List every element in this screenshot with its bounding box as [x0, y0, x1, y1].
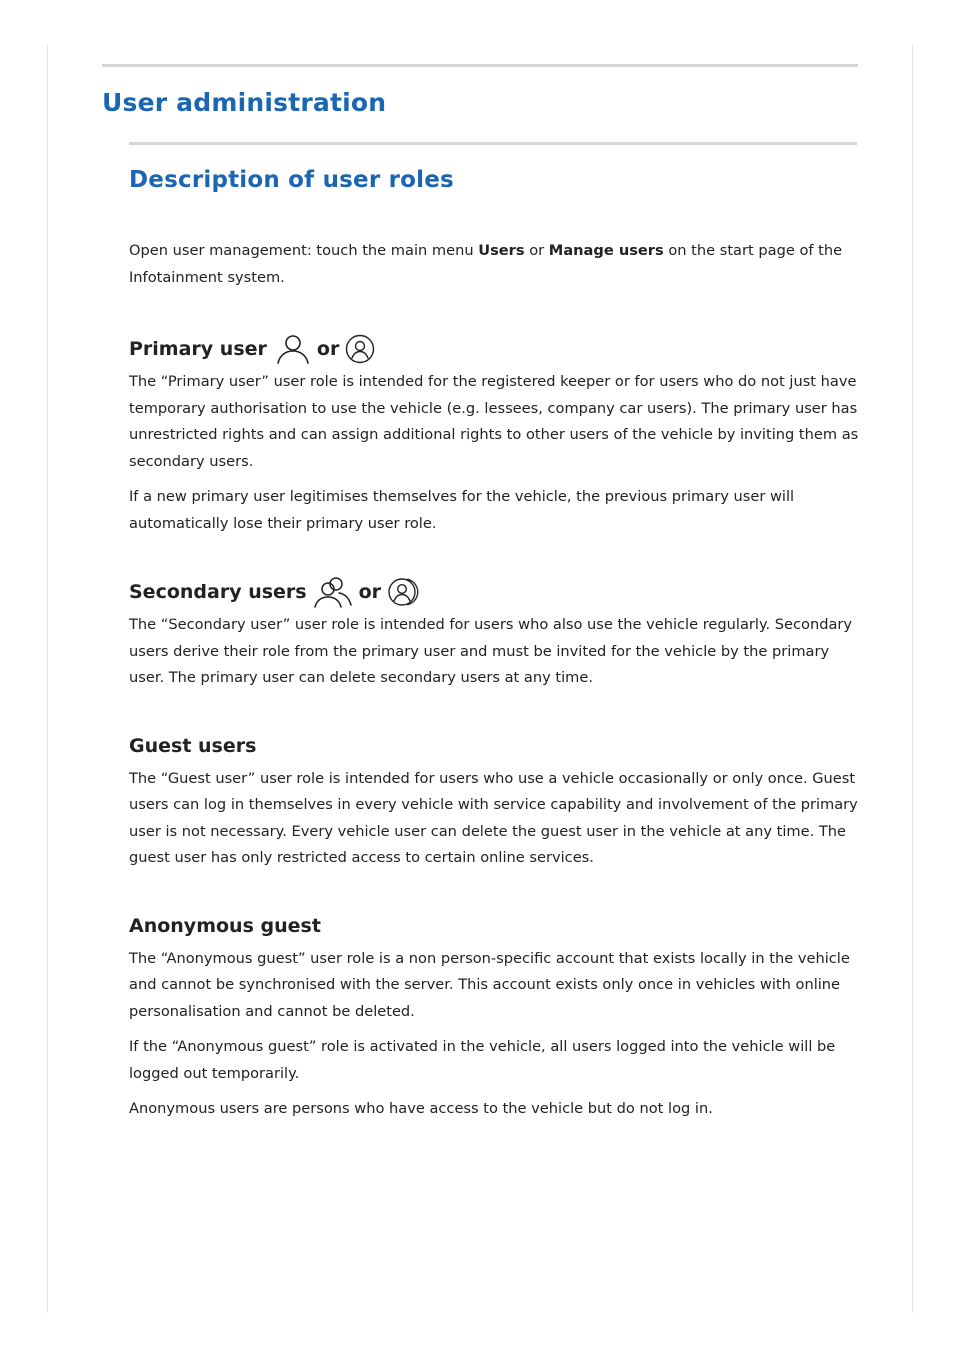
- left-margin-line: [47, 45, 48, 1313]
- intro-text-3: on the start page of the Infotainment system.: [129, 242, 843, 286]
- primary-or-text: or: [316, 338, 340, 360]
- guest-users-heading: [129, 726, 864, 766]
- person-outline-icon: [275, 333, 311, 365]
- right-margin-line: [912, 45, 913, 1313]
- section-title: Description of user roles: [129, 167, 454, 193]
- main-content: [129, 238, 864, 1132]
- intro-text-1: Open user management: touch the main menu: [129, 242, 479, 259]
- people-outline-icon: [313, 576, 353, 608]
- anonymous-guest-heading: [129, 906, 864, 946]
- page-title: User administration: [102, 88, 387, 117]
- anonymous-paragraph-3: Anonymous users are persons who have access to the vehicle but do not log in.: [129, 1100, 713, 1117]
- primary-user-heading-text: Primary user: [129, 338, 267, 360]
- users-menu-label: Users: [478, 242, 525, 259]
- secondary-or-text: or: [358, 581, 382, 603]
- anonymous-guest-heading-text: Anonymous guest: [129, 914, 321, 937]
- primary-user-heading: [129, 329, 864, 369]
- guest-users-heading-text: Guest users: [129, 734, 257, 757]
- intro-paragraph: [129, 238, 864, 291]
- anonymous-paragraph-1: The “Anonymous guest” user role is a non person-specific account that exists locally in the vehicle and cannot be synchronised with the server. This account exists only once in vehicles with online personalisation and cannot be deleted.: [129, 949, 850, 1020]
- person-circle-icon: [345, 334, 375, 364]
- primary-paragraph-1: The “Primary user” user role is intended for the registered keeper or for users who do not just have temporary authorisation to use the vehicle (e.g. lessees, company car users). The primary user has unrestricted rights and can assign additional rights to other users of the vehicle by inviting them as secondary users.: [129, 373, 859, 470]
- secondary-users-heading-text: Secondary users: [129, 581, 307, 603]
- secondary-paragraph-1: The “Secondary user” user role is intended for users who also use the vehicle regularly. Secondary users derive their role from the primary user and must be invited for the vehicle by the primary user. The primary user can delete secondary users at any time.: [129, 616, 853, 686]
- people-circle-icon: [387, 577, 421, 607]
- manage-users-menu-label: Manage users: [548, 242, 664, 259]
- secondary-users-heading: [129, 572, 864, 612]
- intro-text-2: or: [524, 242, 549, 259]
- subsection-divider: [129, 142, 857, 145]
- top-divider: [102, 64, 858, 67]
- guest-paragraph-1: The “Guest user” user role is intended for users who use a vehicle occasionally or only once. Guest users can log in themselves in every vehicle with service capability and involvement of the primary user is not necessary. Every vehicle user can delete the guest user in the vehicle at any time. The guest user has only restricted access to certain online services.: [129, 769, 858, 866]
- anonymous-paragraph-2: If the “Anonymous guest” role is activated in the vehicle, all users logged into the vehicle will be logged out temporarily.: [129, 1038, 836, 1082]
- primary-paragraph-2: If a new primary user legitimises themselves for the vehicle, the previous primary user will automatically lose their primary user role.: [129, 488, 795, 532]
